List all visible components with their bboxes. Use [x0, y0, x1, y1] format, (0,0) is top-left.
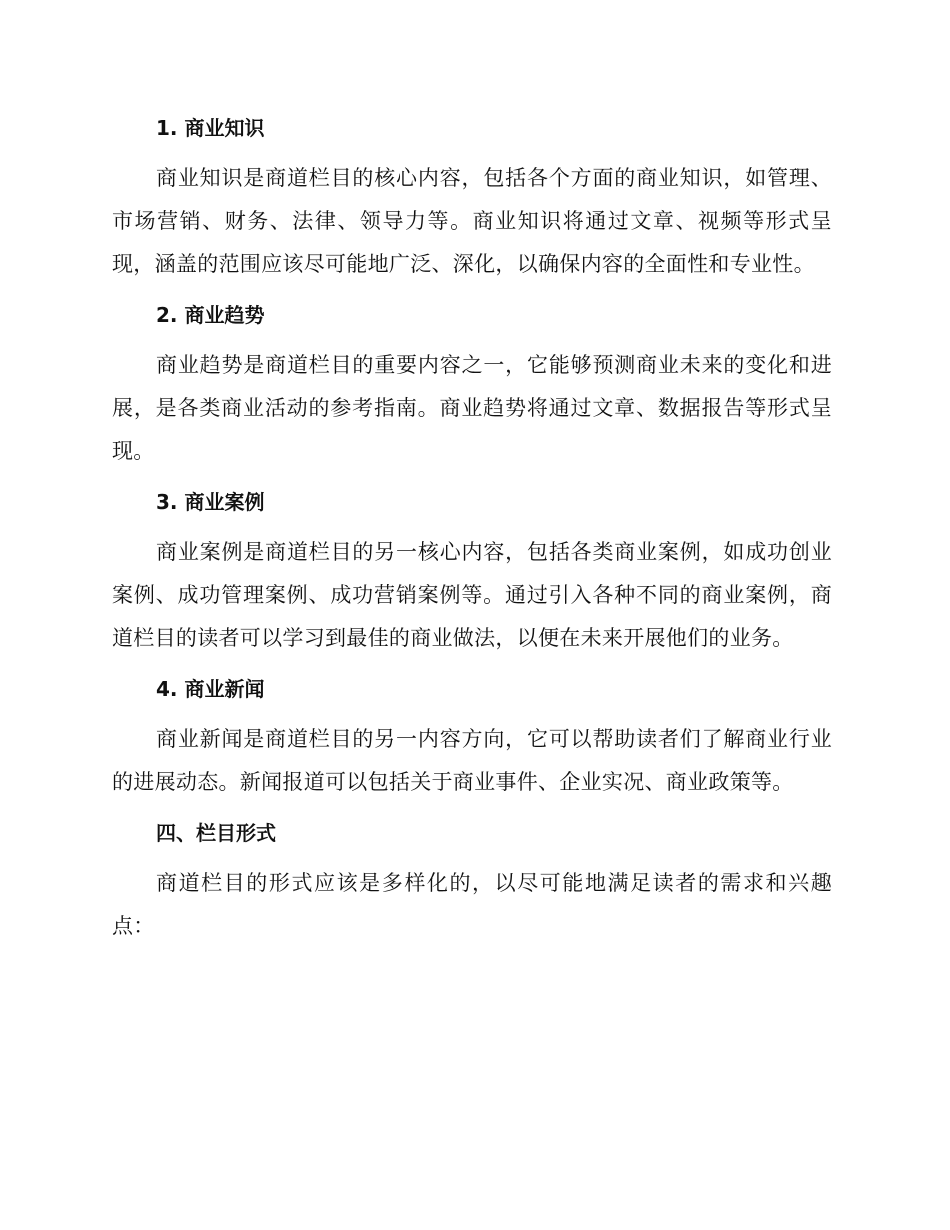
section-heading-business-news: 4. 商业新闻: [156, 677, 265, 701]
section-heading-business-trends: 2. 商业趋势: [156, 303, 265, 327]
section-body-column-format: 商道栏目的形式应该是多样化的，以尽可能地满足读者的需求和兴趣点：: [112, 871, 832, 938]
document-page: [112, 108, 832, 957]
section-heading-business-cases: 3. 商业案例: [156, 490, 265, 514]
section-heading-business-knowledge: 1. 商业知识: [156, 116, 265, 140]
section-body-business-trends: 商业趋势是商道栏目的重要内容之一，它能够预测商业未来的变化和进展，是各类商业活动的参考指南。商业趋势将通过文章、数据报告等形式呈现。: [112, 353, 832, 463]
section-body-business-knowledge: 商业知识是商道栏目的核心内容，包括各个方面的商业知识，如管理、市场营销、财务、法律、领导力等。商业知识将通过文章、视频等形式呈现，涵盖的范围应该尽可能地广泛、深化，以确保内容的全面性和专业性。: [112, 166, 832, 276]
section-heading-column-format: 四、栏目形式: [156, 821, 276, 845]
section-body-business-cases: 商业案例是商道栏目的另一核心内容，包括各类商业案例，如成功创业案例、成功管理案例、成功营销案例等。通过引入各种不同的商业案例，商道栏目的读者可以学习到最佳的商业做法，以便在未来开展他们的业务。: [112, 540, 832, 650]
section-body-business-news: 商业新闻是商道栏目的另一内容方向，它可以帮助读者们了解商业行业的进展动态。新闻报道可以包括关于商业事件、企业实况、商业政策等。: [112, 727, 832, 794]
